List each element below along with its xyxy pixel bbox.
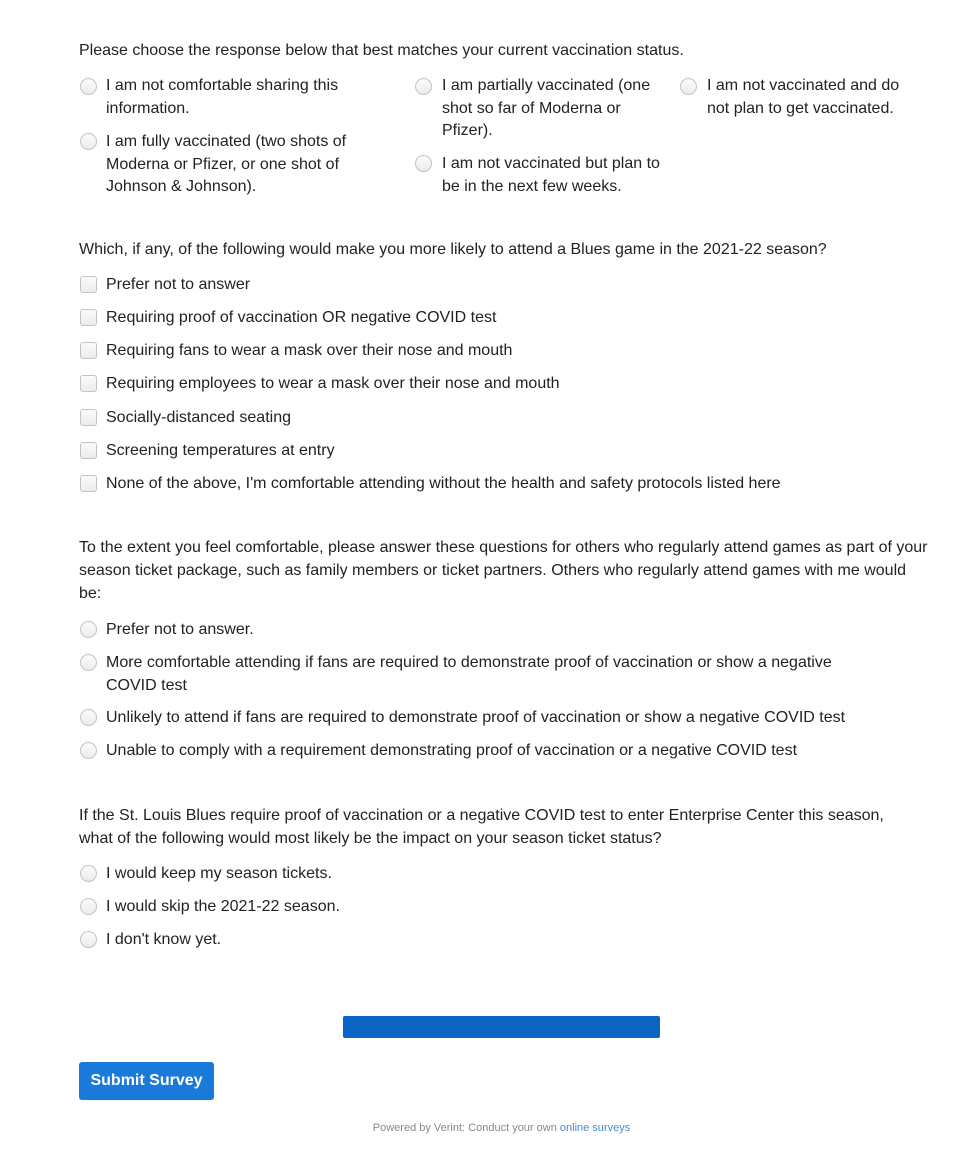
radio-button[interactable] — [80, 621, 97, 638]
option-label: I am fully vaccinated (two shots of Moderna or Pfizer, or one shot of Johnson & Johnson). — [106, 133, 347, 195]
footer — [0, 1122, 980, 1134]
checkbox[interactable] — [80, 409, 97, 426]
radio-button[interactable] — [415, 155, 432, 172]
option-label: I am partially vaccinated (one shot so far of Moderna or Pfizer). — [442, 77, 651, 139]
option-label: I am not comfortable sharing this information. — [106, 77, 339, 117]
option-label: Requiring employees to wear a mask over their nose and mouth — [106, 375, 560, 392]
q3-prompt: To the extent you feel comfortable, please answer these questions for others who regularly attend games as part of your season ticket package, such as family members or ticket partners. Others who regularly attend games with me would be: — [79, 539, 928, 602]
radio-button[interactable] — [415, 78, 432, 95]
q2-prompt: Which, if any, of the following would make you more likely to attend a Blues game in the 2021-22 season? — [79, 241, 827, 258]
option-label: None of the above, I'm comfortable attending without the health and safety protocols listed here — [106, 475, 781, 492]
footer-text: Powered by Verint: Conduct your own — [372, 1122, 560, 1134]
option-label: Requiring fans to wear a mask over their nose and mouth — [106, 342, 513, 359]
option-label: I would keep my season tickets. — [106, 865, 332, 882]
submit-survey-button[interactable]: Submit Survey — [79, 1062, 214, 1100]
option-label: I am not vaccinated but plan to be in the next few weeks. — [442, 155, 660, 195]
radio-button[interactable] — [80, 709, 97, 726]
option-label: Unlikely to attend if fans are required to demonstrate proof of vaccination or show a negative COVID test — [106, 709, 846, 726]
option-label: Screening temperatures at entry — [106, 442, 335, 459]
q4-prompt: If the St. Louis Blues require proof of vaccination or a negative COVID test to enter Enterprise Center this season, what of the following would most likely be the impact on your season ticket status? — [79, 807, 884, 847]
checkbox[interactable] — [80, 276, 97, 293]
option-label: I don't know yet. — [106, 931, 222, 948]
checkbox[interactable] — [80, 342, 97, 359]
checkbox[interactable] — [80, 309, 97, 326]
progress-bar — [343, 1016, 660, 1038]
q1-prompt: Please choose the response below that best matches your current vaccination status. — [79, 42, 684, 59]
radio-button[interactable] — [680, 78, 697, 95]
option-label: More comfortable attending if fans are required to demonstrate proof of vaccination or show a negative COVID test — [106, 654, 832, 694]
option-label: I am not vaccinated and do not plan to get vaccinated. — [707, 77, 900, 117]
option-label: Unable to comply with a requirement demonstrating proof of vaccination or a negative COVID test — [106, 742, 798, 759]
radio-button[interactable] — [80, 654, 97, 671]
radio-button[interactable] — [80, 865, 97, 882]
radio-button[interactable] — [80, 133, 97, 150]
option-label: I would skip the 2021-22 season. — [106, 898, 340, 915]
option-label: Prefer not to answer — [106, 276, 251, 293]
radio-button[interactable] — [80, 78, 97, 95]
checkbox[interactable] — [80, 442, 97, 459]
radio-button[interactable] — [80, 931, 97, 948]
online-surveys-link[interactable]: online surveys — [559, 1122, 631, 1134]
radio-button[interactable] — [80, 898, 97, 915]
option-label: Requiring proof of vaccination OR negative COVID test — [106, 309, 497, 326]
checkbox[interactable] — [80, 475, 97, 492]
radio-button[interactable] — [80, 742, 97, 759]
checkbox[interactable] — [80, 375, 97, 392]
option-label: Socially-distanced seating — [106, 409, 291, 426]
option-label: Prefer not to answer. — [106, 621, 254, 638]
